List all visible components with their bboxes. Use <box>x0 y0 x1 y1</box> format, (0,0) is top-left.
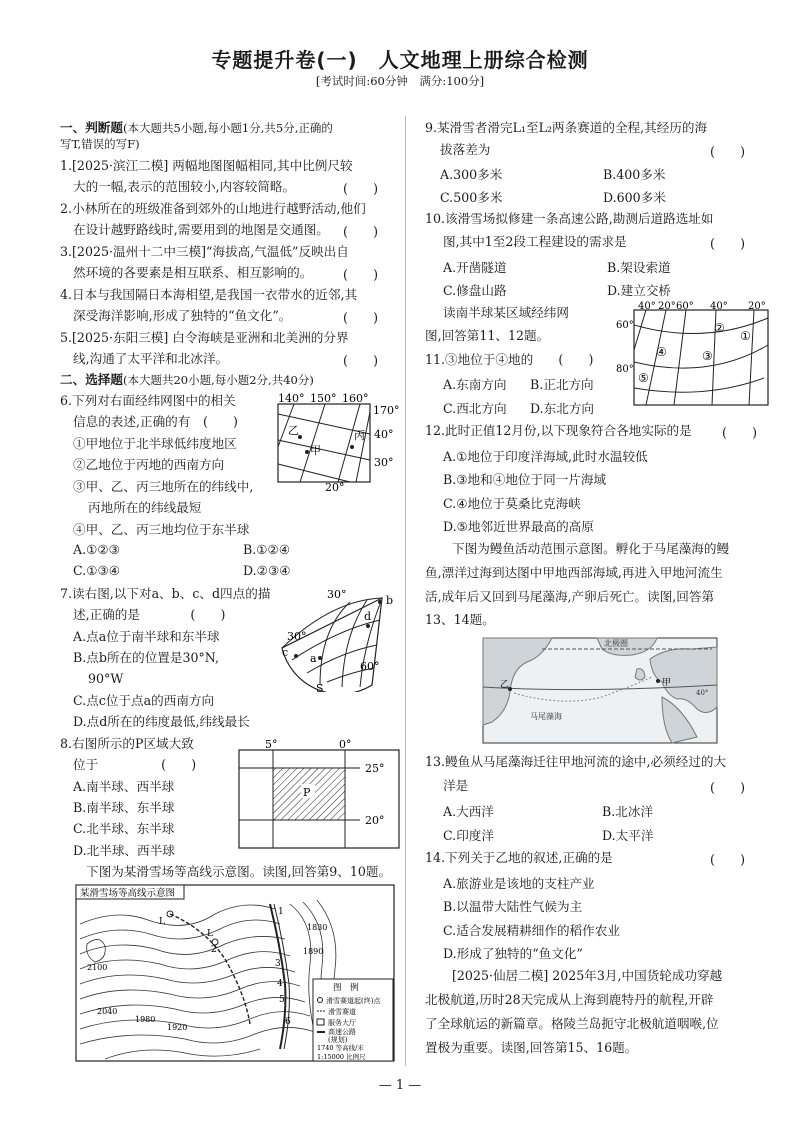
section1-desc2: 写T,错误的写F) <box>60 137 140 151</box>
q6-fig-lon-140: 140° <box>278 392 305 405</box>
q7-fig-point-b: b <box>386 594 394 607</box>
contour-1830: 1830 <box>307 923 328 932</box>
q6-fig-lon-170: 170° <box>373 404 400 417</box>
q13-14-intro-line1: 下图为鳗鱼活动范围示意图。孵化于马尾藻海的鳗 <box>452 541 730 556</box>
q15-16-intro-line2: 北极航道,历时28天完成从上海到鹿特丹的航程,开辟 <box>425 992 714 1007</box>
q10-option-b[interactable]: B.架设索道 <box>607 260 671 275</box>
q13-14-intro-line2: 鱼,漂洋过海到达图中甲地西部海域,再进入甲地河流生 <box>425 565 723 580</box>
road-point-2: 2 <box>211 945 217 955</box>
q13-option-d[interactable]: D.太平洋 <box>602 828 654 843</box>
q6-fig-bing: 丙 <box>354 429 365 442</box>
legend-ski-track: 滑雪赛道 <box>328 1008 356 1016</box>
q11-option-b[interactable]: B.正北方向 <box>530 377 594 392</box>
q3-answer-paren[interactable]: ( ) <box>343 267 379 282</box>
q8-line1: 8.右图所示的P区域大致 <box>60 736 194 751</box>
eel-map-point-jia: 甲 <box>662 678 672 688</box>
q12-option-b[interactable]: B.③地和④地位于同一片海域 <box>443 472 607 487</box>
q8-option-d[interactable]: D.北半球、西半球 <box>73 843 175 858</box>
legend-scale: 1:15000 比例尺 <box>317 1053 366 1061</box>
fig11-point-3: ③ <box>702 349 713 363</box>
contour-2040: 2040 <box>97 1007 118 1016</box>
fig11-point-1: ① <box>740 329 751 343</box>
q6-option-a[interactable]: A.①②③ <box>73 542 120 557</box>
q5-line2: 线,沟通了太平洋和北冰洋。 <box>73 351 229 366</box>
section1-heading-line <box>60 119 333 137</box>
q12-answer-paren[interactable]: ( ) <box>722 425 758 440</box>
q3-line1: 3.[2025·温州十二中三模]“海拔高,气温低”反映出自 <box>60 244 349 259</box>
southern-hemisphere-graticule <box>614 300 772 408</box>
ski-resort-contour-map <box>75 884 395 1062</box>
section1-desc: (本大题共5小题,每小题1分,共5分,正确的 <box>122 121 333 135</box>
section2-heading: 二、选择题 <box>60 372 123 387</box>
q13-line2: 洋是 <box>443 778 469 793</box>
q13-14-intro-line3: 活,成年后又回到马尾藻海,产卵后死亡。读图,回答第 <box>425 589 715 604</box>
q6-statement-1: ①甲地位于北半球低纬度地区 <box>73 436 237 451</box>
q7-hemisphere-figure <box>272 590 402 692</box>
q10-line1: 10.该滑雪场拟修建一条高速公路,勘测后道路选址如 <box>425 211 714 226</box>
q9-line1: 9.某滑雪者滑完L₁至L₂两条赛道的全程,其经历的海 <box>425 120 708 135</box>
legend-service-hall: 服务大厅 <box>328 1019 356 1027</box>
q2-line1: 2.小林所在的班级准备到郊外的山地进行越野活动,他们 <box>60 201 366 216</box>
contour-2100: 2100 <box>87 963 108 972</box>
q8-fig-lon-5: 5° <box>265 738 278 751</box>
legend-start-point: 滑雪赛道起(终)点 <box>326 997 381 1005</box>
eel-map-point-yi: 乙 <box>500 680 510 690</box>
q9-option-b[interactable]: B.400多米 <box>603 167 666 182</box>
q11-option-a[interactable]: A.东南方向 <box>443 377 507 392</box>
q7-fig-right-60: 60° <box>360 660 380 673</box>
q12-line1: 12.此时正值12月份,以下现象符合各地实际的是 <box>425 423 692 438</box>
q1-answer-paren[interactable]: ( ) <box>343 181 379 196</box>
q13-14-intro-line4: 13、14题。 <box>425 612 495 627</box>
q1-line1: 1.[2025·滨江二模] 两幅地图图幅相同,其中比例尺较 <box>60 158 353 173</box>
road-point-5: 5 <box>279 995 285 1005</box>
q7-fig-point-a: a <box>310 652 317 665</box>
q11-option-d[interactable]: D.东北方向 <box>530 401 595 416</box>
q9-option-c[interactable]: C.500多米 <box>440 190 503 205</box>
legend-highway-planned: (规划) <box>328 1036 348 1044</box>
exam-info: [考试时间:60分钟 满分:100分] <box>315 74 485 88</box>
q13-line1: 13.鳗鱼从马尾藻海迁往甲地河流的途中,必须经过的大 <box>425 754 727 769</box>
fig11-left-60: 60° <box>616 320 634 331</box>
section1-heading: 一、判断题 <box>60 120 123 135</box>
q1-line2: 大的一幅,表示的范围较小,内容较简略。 <box>73 179 296 194</box>
q8-option-a[interactable]: A.南半球、西半球 <box>73 779 175 794</box>
q6-statement-2: ②乙地位于丙地的西南方向 <box>73 457 225 472</box>
q6-fig-jia: 甲 <box>310 444 321 457</box>
q13-option-b[interactable]: B.北冰洋 <box>602 804 654 819</box>
fig11-top-20b: 20° <box>748 301 766 312</box>
q3-line2: 然环境的各要素是相互联系、相互影响的。 <box>73 265 313 280</box>
q8-fig-lat-25: 25° <box>365 762 385 775</box>
q13-answer-paren[interactable]: ( ) <box>710 780 746 795</box>
contour-1920: 1920 <box>167 1023 188 1032</box>
q6-graticule-figure <box>270 392 405 492</box>
q15-16-intro-line3: 了全球航运的新篇章。格陵兰岛扼守北极航道咽喉,位 <box>425 1016 719 1031</box>
road-point-3: 3 <box>275 959 281 969</box>
legend-title: 图 例 <box>333 983 359 993</box>
contour-1980: 1980 <box>135 1015 156 1024</box>
ski-route-l1: L <box>159 917 165 927</box>
legend-highway: 高速公路 <box>328 1028 356 1036</box>
q10-line2: 图,其中1至2段工程建设的需求是 <box>443 234 627 249</box>
fig11-top-40b: 40° <box>710 301 728 312</box>
ski-route-l2: L <box>207 929 213 939</box>
fig11-point-5: ⑤ <box>638 371 649 385</box>
q7-fig-left-30: 30° <box>287 630 307 643</box>
q8-fig-p: P <box>303 786 311 799</box>
q9-line2: 拔落差为 <box>440 142 491 157</box>
q13-option-c[interactable]: C.印度洋 <box>443 828 494 843</box>
q6-fig-lat-30: 30° <box>374 456 394 469</box>
q7-option-c[interactable]: C.点c位于点a的西南方向 <box>73 693 215 708</box>
q2-line2: 在设计越野路线时,需要用到的地图是交通图。 <box>73 222 329 237</box>
q9-10-intro: 下图为某滑雪场等高线示意图。读图,回答第9、10题。 <box>86 864 392 879</box>
fig11-point-4: ④ <box>656 345 667 359</box>
q7-option-d[interactable]: D.点d所在的纬度最低,纬线最长 <box>73 714 250 729</box>
q9-option-d[interactable]: D.600多米 <box>603 190 666 205</box>
q8-option-b[interactable]: B.南半球、东半球 <box>73 800 175 815</box>
q12-option-a[interactable]: A.①地位于印度洋海域,此时水温较低 <box>443 449 648 464</box>
q13-option-a[interactable]: A.大西洋 <box>443 804 494 819</box>
q7-fig-top-30: 30° <box>327 590 347 601</box>
q9-option-a[interactable]: A.300多米 <box>440 167 503 182</box>
q11-12-intro-line2: 图,回答第11、12题。 <box>425 328 550 343</box>
q8-fig-lon-0: 0° <box>339 738 352 751</box>
q14-line1: 14.下列关于乙地的叙述,正确的是 <box>425 850 613 865</box>
q15-16-intro-line4: 置极为重要。读图,回答第15、16题。 <box>425 1040 638 1055</box>
section2-desc: (本大题共20小题,每小题2分,共40分) <box>122 373 314 387</box>
column-divider <box>405 116 406 1066</box>
q7-fig-south: S <box>316 682 324 692</box>
eel-migration-map <box>482 637 718 744</box>
q6-fig-lon-160: 160° <box>342 392 369 405</box>
q14-option-a[interactable]: A.旅游业是该地的支柱产业 <box>443 876 595 891</box>
q6-option-b[interactable]: B.①②④ <box>243 542 291 557</box>
road-point-4: 4 <box>277 979 283 989</box>
q5-answer-paren[interactable]: ( ) <box>343 353 379 368</box>
q15-16-intro-line1: [2025·仙居二模] 2025年3月,中国货轮成功穿越 <box>452 968 723 983</box>
q11-option-c[interactable]: C.西北方向 <box>443 401 507 416</box>
q7-option-b-cont: 90°W <box>88 671 124 686</box>
q2-answer-paren[interactable]: ( ) <box>343 224 379 239</box>
q7-fig-point-c: c <box>282 646 289 659</box>
q14-option-d[interactable]: D.形成了独特的“鱼文化” <box>443 946 583 961</box>
q9-answer-paren[interactable]: ( ) <box>710 144 746 159</box>
q6-fig-lat-40: 40° <box>374 428 394 441</box>
road-point-1: 1 <box>278 907 284 917</box>
road-point-6: 6 <box>285 1017 291 1027</box>
q10-option-c[interactable]: C.修盘山路 <box>443 283 507 298</box>
fig11-top-20: 20° <box>658 301 676 312</box>
q14-answer-paren[interactable]: ( ) <box>710 852 746 867</box>
page-number: — 1 — <box>378 1078 422 1093</box>
q6-statement-4: ④甲、乙、丙三地均位于东半球 <box>73 522 250 537</box>
q8-option-c[interactable]: C.北半球、东半球 <box>73 821 175 836</box>
legend-contour: 1740 等高线/米 <box>317 1044 364 1052</box>
page-title: 专题提升卷(一) 人文地理上册综合检测 <box>211 48 589 72</box>
q11-line1: 11.③地位于④地的 ( ) <box>425 352 594 367</box>
q14-option-b[interactable]: B.以温带大陆性气候为主 <box>443 899 583 914</box>
q4-line1: 4.日本与我国隔日本海相望,是我国一衣带水的近邻,其 <box>60 287 358 302</box>
eel-map-sargasso: 马尾藻海 <box>530 712 562 721</box>
q10-answer-paren[interactable]: ( ) <box>710 236 746 251</box>
q8-region-figure <box>235 738 403 850</box>
q6-fig-lon-150: 150° <box>310 392 337 405</box>
contour-1890: 1890 <box>303 947 324 956</box>
q7-line1: 7.读右图,以下对a、b、c、d四点的描 <box>60 586 271 601</box>
q4-line2: 深受海洋影响,形成了独特的“鱼文化”。 <box>73 308 292 323</box>
q14-option-c[interactable]: C.适合发展精耕细作的稻作农业 <box>443 923 620 938</box>
q6-statement-3: ③甲、乙、丙三地所在的纬线中, <box>73 479 254 494</box>
q7-line2: 述,正确的是 ( ) <box>73 607 226 622</box>
q12-option-d[interactable]: D.⑤地邻近世界最高的高原 <box>443 519 594 534</box>
q8-fig-lat-20: 20° <box>365 814 385 827</box>
q7-option-a[interactable]: A.点a位于南半球和东半球 <box>73 629 220 644</box>
fig11-left-80: 80° <box>616 364 634 375</box>
q6-fig-yi: 乙 <box>288 424 299 437</box>
q10-option-a[interactable]: A.开凿隧道 <box>443 260 507 275</box>
ski-map-title: 某滑雪场等高线示意图 <box>80 888 176 899</box>
q6-line1: 6.下列对右面经纬网图中的相关 <box>60 393 236 408</box>
q10-option-d[interactable]: D.建立交桥 <box>607 283 672 298</box>
q6-option-c[interactable]: C.①③④ <box>73 563 121 578</box>
q6-option-d[interactable]: D.②③④ <box>243 563 291 578</box>
q8-line2: 位于 ( ) <box>73 757 197 772</box>
q6-fig-lat-20: 20° <box>325 481 345 492</box>
fig11-top-40: 40° <box>638 301 656 312</box>
q4-answer-paren[interactable]: ( ) <box>343 310 379 325</box>
q7-fig-point-d: d <box>364 610 372 623</box>
q6-line2: 信息的表述,正确的有 ( ) <box>73 414 238 429</box>
eel-map-arctic-circle: 北极圈 <box>604 639 628 648</box>
q7-option-b[interactable]: B.点b所在的位置是30°N, <box>73 650 220 665</box>
q6-statement-3b: 丙地所在的纬线最短 <box>88 500 202 515</box>
q5-line1: 5.[2025·东阳三模] 白令海峡是亚洲和北美洲的分界 <box>60 330 349 345</box>
eel-map-lat-40: 40° <box>696 689 709 697</box>
fig11-top-60: 60° <box>676 301 694 312</box>
section2-heading-line <box>60 371 314 389</box>
fig11-point-2: ② <box>714 321 725 335</box>
q11-12-intro-line1: 读南半球某区域经纬网 <box>443 305 569 320</box>
q12-option-c[interactable]: C.④地位于莫桑比克海峡 <box>443 496 581 511</box>
